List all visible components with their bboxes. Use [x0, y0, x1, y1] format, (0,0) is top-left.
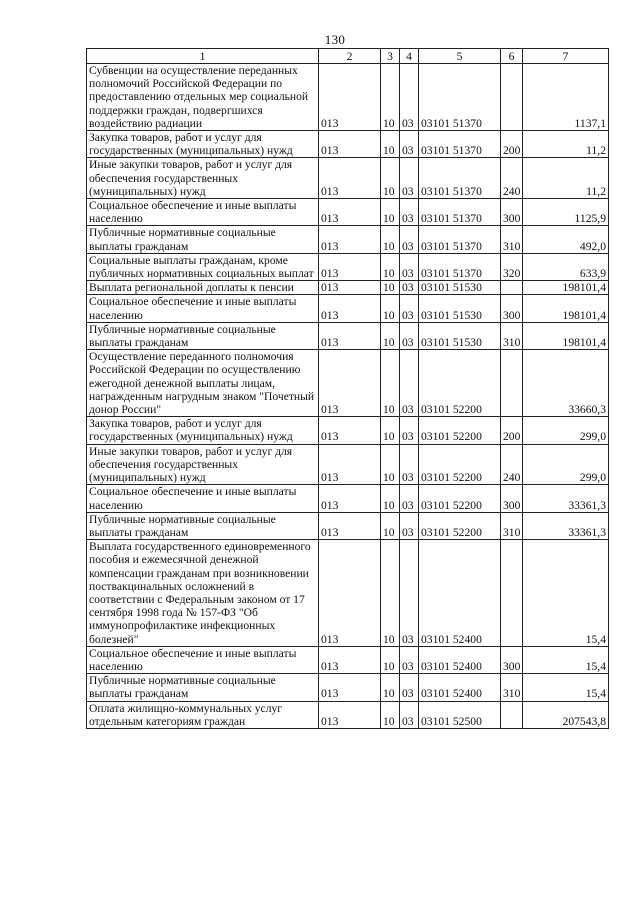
- amount: 33361,3: [523, 485, 609, 512]
- amount: 15,4: [523, 674, 609, 701]
- target-article-code: 03101 51370: [419, 199, 501, 226]
- subsection-code: 03: [400, 540, 419, 647]
- admin-code: 013: [319, 64, 381, 131]
- target-article-code: 03101 52400: [419, 540, 501, 647]
- table-row: [87, 253, 609, 280]
- column-header: 6: [501, 49, 523, 64]
- admin-code: 013: [319, 281, 381, 295]
- section-code: 10: [381, 322, 400, 349]
- section-code: 10: [381, 253, 400, 280]
- admin-code: 013: [319, 540, 381, 647]
- section-code: 10: [381, 512, 400, 539]
- amount: 1137,1: [523, 64, 609, 131]
- section-code: 10: [381, 350, 400, 417]
- amount: 1125,9: [523, 199, 609, 226]
- expense-type-code: 310: [501, 226, 523, 253]
- section-code: 10: [381, 295, 400, 322]
- expense-type-code: [501, 350, 523, 417]
- section-code: 10: [381, 540, 400, 647]
- subsection-code: 03: [400, 322, 419, 349]
- admin-code: 013: [319, 131, 381, 158]
- section-code: 10: [381, 226, 400, 253]
- expense-type-code: 300: [501, 199, 523, 226]
- expense-type-code: 200: [501, 131, 523, 158]
- table-row: [87, 444, 609, 485]
- row-description: Социальные выплаты гражданам, кроме публичных нормативных социальных выплат: [87, 253, 319, 280]
- row-description: Социальное обеспечение и иные выплаты населению: [87, 199, 319, 226]
- target-article-code: 03101 52400: [419, 674, 501, 701]
- amount: 15,4: [523, 540, 609, 647]
- target-article-code: 03101 52200: [419, 417, 501, 444]
- target-article-code: 03101 52400: [419, 646, 501, 673]
- admin-code: 013: [319, 322, 381, 349]
- amount: 299,0: [523, 444, 609, 485]
- section-code: 10: [381, 646, 400, 673]
- admin-code: 013: [319, 444, 381, 485]
- column-header: 3: [381, 49, 400, 64]
- admin-code: 013: [319, 199, 381, 226]
- amount: 207543,8: [523, 701, 609, 728]
- table-body: [87, 64, 609, 729]
- column-header: 7: [523, 49, 609, 64]
- table-row: [87, 158, 609, 199]
- table-row: [87, 322, 609, 349]
- amount: 11,2: [523, 158, 609, 199]
- subsection-code: 03: [400, 444, 419, 485]
- row-description: Закупка товаров, работ и услуг для государственных (муниципальных) нужд: [87, 417, 319, 444]
- section-code: 10: [381, 485, 400, 512]
- table-row: [87, 646, 609, 673]
- amount: 33660,3: [523, 350, 609, 417]
- target-article-code: 03101 51530: [419, 322, 501, 349]
- subsection-code: 03: [400, 199, 419, 226]
- table-row: [87, 199, 609, 226]
- target-article-code: 03101 51370: [419, 226, 501, 253]
- section-code: 10: [381, 131, 400, 158]
- target-article-code: 03101 51370: [419, 64, 501, 131]
- admin-code: 013: [319, 646, 381, 673]
- table-row: [87, 281, 609, 295]
- expense-type-code: [501, 64, 523, 131]
- table-row: [87, 674, 609, 701]
- amount: 15,4: [523, 646, 609, 673]
- table-row: [87, 417, 609, 444]
- section-code: 10: [381, 674, 400, 701]
- subsection-code: 03: [400, 295, 419, 322]
- amount: 33361,3: [523, 512, 609, 539]
- subsection-code: 03: [400, 646, 419, 673]
- admin-code: 013: [319, 350, 381, 417]
- admin-code: 013: [319, 226, 381, 253]
- target-article-code: 03101 51370: [419, 158, 501, 199]
- admin-code: 013: [319, 417, 381, 444]
- expense-type-code: 300: [501, 646, 523, 673]
- target-article-code: 03101 52200: [419, 512, 501, 539]
- amount: 198101,4: [523, 322, 609, 349]
- expense-type-code: 240: [501, 158, 523, 199]
- target-article-code: 03101 52200: [419, 444, 501, 485]
- row-description: Осуществление переданного полномочия Российской Федерации по осуществлению ежегодной денежной выплаты лицам, награжденным нагрудным знаком "Почетный донор России": [87, 350, 319, 417]
- subsection-code: 03: [400, 512, 419, 539]
- subsection-code: 03: [400, 417, 419, 444]
- row-description: Публичные нормативные социальные выплаты гражданам: [87, 512, 319, 539]
- subsection-code: 03: [400, 64, 419, 131]
- expense-type-code: 240: [501, 444, 523, 485]
- subsection-code: 03: [400, 226, 419, 253]
- row-description: Выплата региональной доплаты к пенсии: [87, 281, 319, 295]
- target-article-code: 03101 52500: [419, 701, 501, 728]
- expense-type-code: 310: [501, 512, 523, 539]
- row-description: Оплата жилищно-коммунальных услуг отдельным категориям граждан: [87, 701, 319, 728]
- subsection-code: 03: [400, 281, 419, 295]
- table-row: [87, 701, 609, 728]
- row-description: Социальное обеспечение и иные выплаты населению: [87, 646, 319, 673]
- table-row: [87, 512, 609, 539]
- admin-code: 013: [319, 158, 381, 199]
- section-code: 10: [381, 281, 400, 295]
- expense-type-code: 300: [501, 485, 523, 512]
- target-article-code: 03101 51370: [419, 131, 501, 158]
- row-description: Социальное обеспечение и иные выплаты населению: [87, 485, 319, 512]
- target-article-code: 03101 51530: [419, 281, 501, 295]
- subsection-code: 03: [400, 158, 419, 199]
- target-article-code: 03101 51530: [419, 295, 501, 322]
- admin-code: 013: [319, 253, 381, 280]
- expense-type-code: [501, 540, 523, 647]
- row-description: Публичные нормативные социальные выплаты гражданам: [87, 674, 319, 701]
- table-row: [87, 540, 609, 647]
- subsection-code: 03: [400, 253, 419, 280]
- target-article-code: 03101 51370: [419, 253, 501, 280]
- row-description: Публичные нормативные социальные выплаты гражданам: [87, 226, 319, 253]
- expense-type-code: 310: [501, 322, 523, 349]
- table-row: [87, 295, 609, 322]
- row-description: Социальное обеспечение и иные выплаты населению: [87, 295, 319, 322]
- amount: 299,0: [523, 417, 609, 444]
- subsection-code: 03: [400, 350, 419, 417]
- subsection-code: 03: [400, 485, 419, 512]
- row-description: Иные закупки товаров, работ и услуг для обеспечения государственных (муниципальных) нужд: [87, 158, 319, 199]
- row-description: Закупка товаров, работ и услуг для государственных (муниципальных) нужд: [87, 131, 319, 158]
- section-code: 10: [381, 158, 400, 199]
- table-header-row: [87, 49, 609, 64]
- amount: 492,0: [523, 226, 609, 253]
- column-header: 1: [87, 49, 319, 64]
- table-row: [87, 485, 609, 512]
- column-header: 2: [319, 49, 381, 64]
- target-article-code: 03101 52200: [419, 485, 501, 512]
- row-description: Субвенции на осуществление переданных полномочий Российской Федерации по предоставлению отдельных мер социальной поддержки граждан, подвергшихся воздействию радиации: [87, 64, 319, 131]
- column-header: 5: [419, 49, 501, 64]
- amount: 11,2: [523, 131, 609, 158]
- target-article-code: 03101 52200: [419, 350, 501, 417]
- amount: 633,9: [523, 253, 609, 280]
- expense-type-code: 200: [501, 417, 523, 444]
- subsection-code: 03: [400, 131, 419, 158]
- table-row: [87, 131, 609, 158]
- row-description: Иные закупки товаров, работ и услуг для обеспечения государственных (муниципальных) нужд: [87, 444, 319, 485]
- table-row: [87, 350, 609, 417]
- expense-type-code: 310: [501, 674, 523, 701]
- admin-code: 013: [319, 512, 381, 539]
- column-header: 4: [400, 49, 419, 64]
- section-code: 10: [381, 199, 400, 226]
- amount: 198101,4: [523, 281, 609, 295]
- expense-type-code: [501, 281, 523, 295]
- subsection-code: 03: [400, 674, 419, 701]
- admin-code: 013: [319, 295, 381, 322]
- amount: 198101,4: [523, 295, 609, 322]
- expense-type-code: [501, 701, 523, 728]
- row-description: Выплата государственного единовременного пособия и ежемесячной денежной компенсации гражданам при возникновении поствакцинальных осложнений в соответствии с Федеральным законом от 17 сентября 1998 года № 157-ФЗ "Об иммунопрофилактике инфекционных болезней": [87, 540, 319, 647]
- admin-code: 013: [319, 701, 381, 728]
- section-code: 10: [381, 701, 400, 728]
- row-description: Публичные нормативные социальные выплаты гражданам: [87, 322, 319, 349]
- section-code: 10: [381, 444, 400, 485]
- subsection-code: 03: [400, 701, 419, 728]
- table-row: [87, 64, 609, 131]
- expense-type-code: 320: [501, 253, 523, 280]
- expense-type-code: 300: [501, 295, 523, 322]
- section-code: 10: [381, 64, 400, 131]
- page-number: 130: [324, 32, 346, 47]
- table-row: [87, 226, 609, 253]
- budget-table: [86, 48, 609, 729]
- admin-code: 013: [319, 485, 381, 512]
- section-code: 10: [381, 417, 400, 444]
- admin-code: 013: [319, 674, 381, 701]
